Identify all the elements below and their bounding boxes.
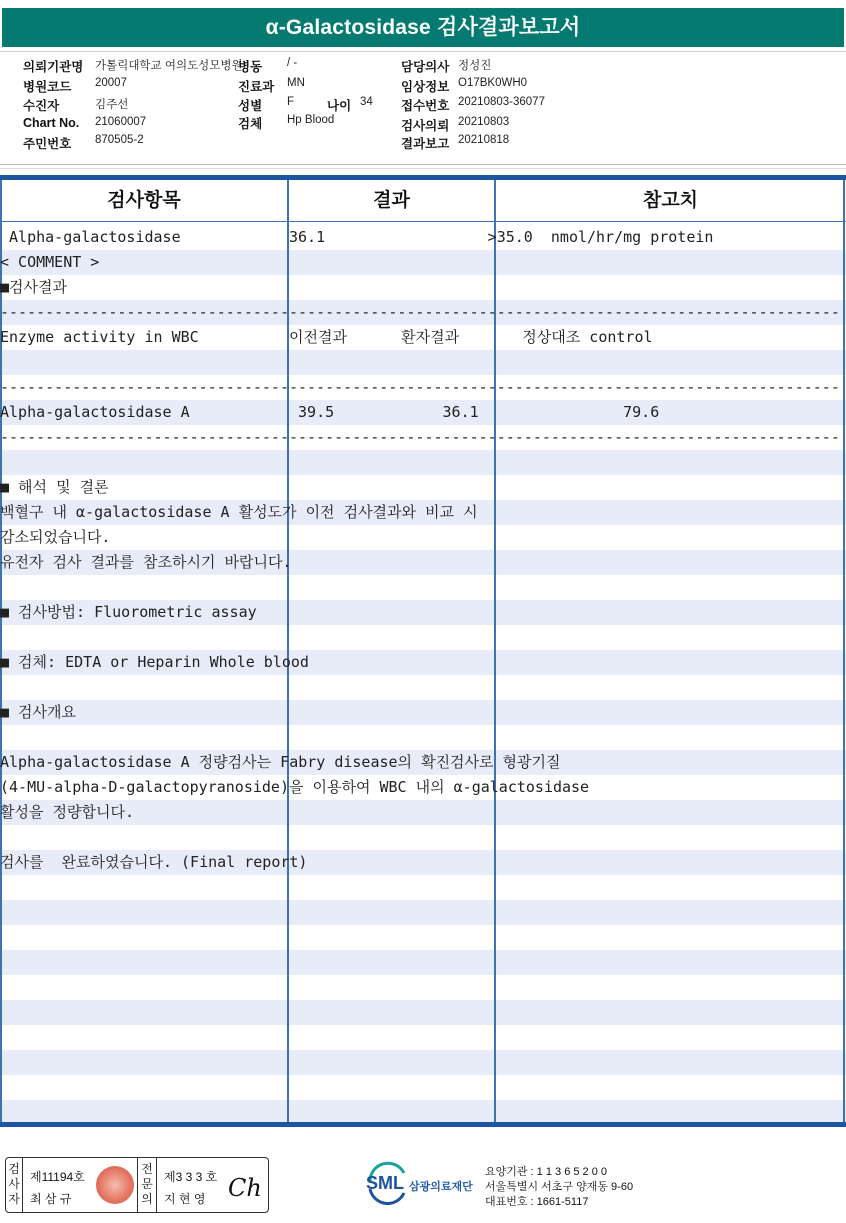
sex: F — [287, 96, 295, 108]
requesting-institution-label: 의뢰기관명 — [23, 60, 84, 74]
report-footer — [0, 1145, 846, 1223]
report-line: Alpha-galactosidase 36.1 >35.0 nmol/hr/mg protein — [0, 228, 714, 246]
table-row — [0, 925, 846, 950]
examiner-label: 검사자 — [8, 1162, 20, 1206]
department-label: 진료과 — [238, 80, 275, 94]
specialist-name: 지 현 영 — [164, 1192, 206, 1206]
report-line: --------------------------------------------------------------------------------------------- — [0, 378, 840, 396]
report-line: --------------------------------------------------------------------------------------------- — [0, 428, 840, 446]
report-line: 유전자 검사 결과를 참조하시기 바랍니다. — [0, 553, 292, 571]
resident-no: 870505-2 — [95, 134, 144, 146]
signature-divider — [137, 1158, 138, 1212]
header-divider-secondary — [0, 168, 846, 169]
table-row — [0, 825, 846, 850]
examiner-seal — [96, 1166, 134, 1204]
report-line: Enzyme activity in WBC 이전결과 환자결과 정상대조 control — [0, 328, 653, 346]
report-date: 20210818 — [458, 134, 510, 146]
resident-no-label: 주민번호 — [23, 137, 72, 151]
signature-divider — [156, 1158, 157, 1212]
org-code: 요양기관 : 1 1 3 6 5 2 0 0 — [485, 1166, 608, 1178]
table-row — [0, 250, 846, 275]
report-date-label: 결과보고 — [401, 137, 450, 151]
report-title: α-Galactosidase 검사결과보고서 — [2, 8, 844, 47]
report-line: ■ 검사방법: Fluorometric assay — [0, 603, 257, 621]
logo-text: SML — [366, 1173, 404, 1193]
report-line: --------------------------------------------------------------------------------------------- — [0, 303, 840, 321]
report-line: ■ 해석 및 결론 — [0, 478, 109, 496]
patient: 김주선 — [95, 99, 129, 111]
clinical-info: O17BK0WH0 — [458, 77, 528, 89]
report-line: 검사를 완료하였습니다. (Final report) — [0, 853, 308, 871]
doctor: 정성진 — [458, 60, 492, 72]
hospital-code: 20007 — [95, 77, 127, 89]
ward: / - — [287, 57, 298, 69]
report-line: 감소되었습니다. — [0, 528, 111, 546]
sex-label: 성별 — [238, 99, 263, 113]
report-line: 활성을 정량합니다. — [0, 803, 134, 821]
report-info — [0, 52, 846, 166]
report-line: ■ 검체: EDTA or Heparin Whole blood — [0, 653, 309, 671]
table-row — [0, 350, 846, 375]
signature-divider — [22, 1158, 23, 1212]
table-row — [0, 625, 846, 650]
table-header — [0, 180, 846, 222]
table-row — [0, 950, 846, 975]
age-label: 나이 — [327, 99, 352, 113]
table-row — [0, 450, 846, 475]
result-table — [0, 175, 846, 1127]
age: 34 — [360, 96, 373, 108]
table-row — [0, 725, 846, 750]
org-phone: 대표번호 : 1661-5117 — [485, 1196, 589, 1208]
column-divider-right — [843, 180, 845, 1122]
specialist-license: 제3 3 3 호 — [164, 1170, 218, 1184]
table-row — [0, 575, 846, 600]
patient-label: 수진자 — [23, 99, 60, 113]
ward-label: 병동 — [238, 60, 263, 74]
table-row — [0, 1075, 846, 1100]
doctor-label: 담당의사 — [401, 60, 450, 74]
report-line: 백혈구 내 α-galactosidase A 활성도가 이전 검사결과와 비교 시 — [0, 503, 478, 521]
table-row — [0, 900, 846, 925]
report-line: Alpha-galactosidase A 39.5 36.1 79.6 — [0, 403, 660, 421]
table-row — [0, 475, 846, 500]
examiner-name: 최 삼 규 — [30, 1192, 72, 1206]
hospital-code-label: 병원코드 — [23, 80, 72, 94]
header-test-item: 검사항목 — [107, 190, 181, 211]
request-date-label: 검사의뢰 — [401, 119, 450, 133]
header-result: 결과 — [373, 190, 410, 211]
report-line: ■ 검사개요 — [0, 703, 77, 721]
title-area — [0, 0, 846, 52]
examiner-license: 제11194호 — [30, 1170, 85, 1184]
header-divider — [0, 164, 846, 165]
signature-box — [5, 1157, 269, 1213]
receipt-no: 20210803-36077 — [458, 96, 545, 108]
org-info — [485, 1165, 633, 1210]
table-row — [0, 1025, 846, 1050]
table-row — [0, 1000, 846, 1025]
report-line: Alpha-galactosidase A 정량검사는 Fabry disease의 확진검사로 형광기질 — [0, 753, 561, 771]
clinical-info-label: 임상정보 — [401, 80, 450, 94]
table-row — [0, 875, 846, 900]
report-line: ■검사결과 — [0, 278, 67, 296]
receipt-no-label: 접수번호 — [401, 99, 450, 113]
header-reference: 참고치 — [642, 190, 699, 211]
chart-no: 21060007 — [95, 116, 147, 128]
specialist-signature: Ch — [228, 1174, 262, 1202]
department: MN — [287, 77, 305, 89]
table-row — [0, 275, 846, 300]
table-row — [0, 975, 846, 1000]
org-address: 서울특별시 서초구 양재동 9-60 — [485, 1181, 634, 1193]
request-date: 20210803 — [458, 116, 510, 128]
table-row — [0, 675, 846, 700]
table-row — [0, 700, 846, 725]
specimen: Hp Blood — [287, 114, 335, 126]
org-name: 삼광의료재단 — [409, 1181, 473, 1193]
specimen-label: 검체 — [238, 117, 263, 131]
specialist-label: 전문의 — [141, 1162, 153, 1206]
table-row — [0, 525, 846, 550]
report-line: < COMMENT > — [0, 253, 100, 271]
requesting-institution: 가톨릭대학교 여의도성모병원 — [95, 60, 243, 72]
chart-no-label: Chart No. — [23, 116, 80, 130]
report-line: (4-MU-alpha-D-galactopyranoside)을 이용하여 WBC 내의 α-galactosidase — [0, 778, 590, 796]
table-row — [0, 1100, 846, 1125]
table-row — [0, 1050, 846, 1075]
